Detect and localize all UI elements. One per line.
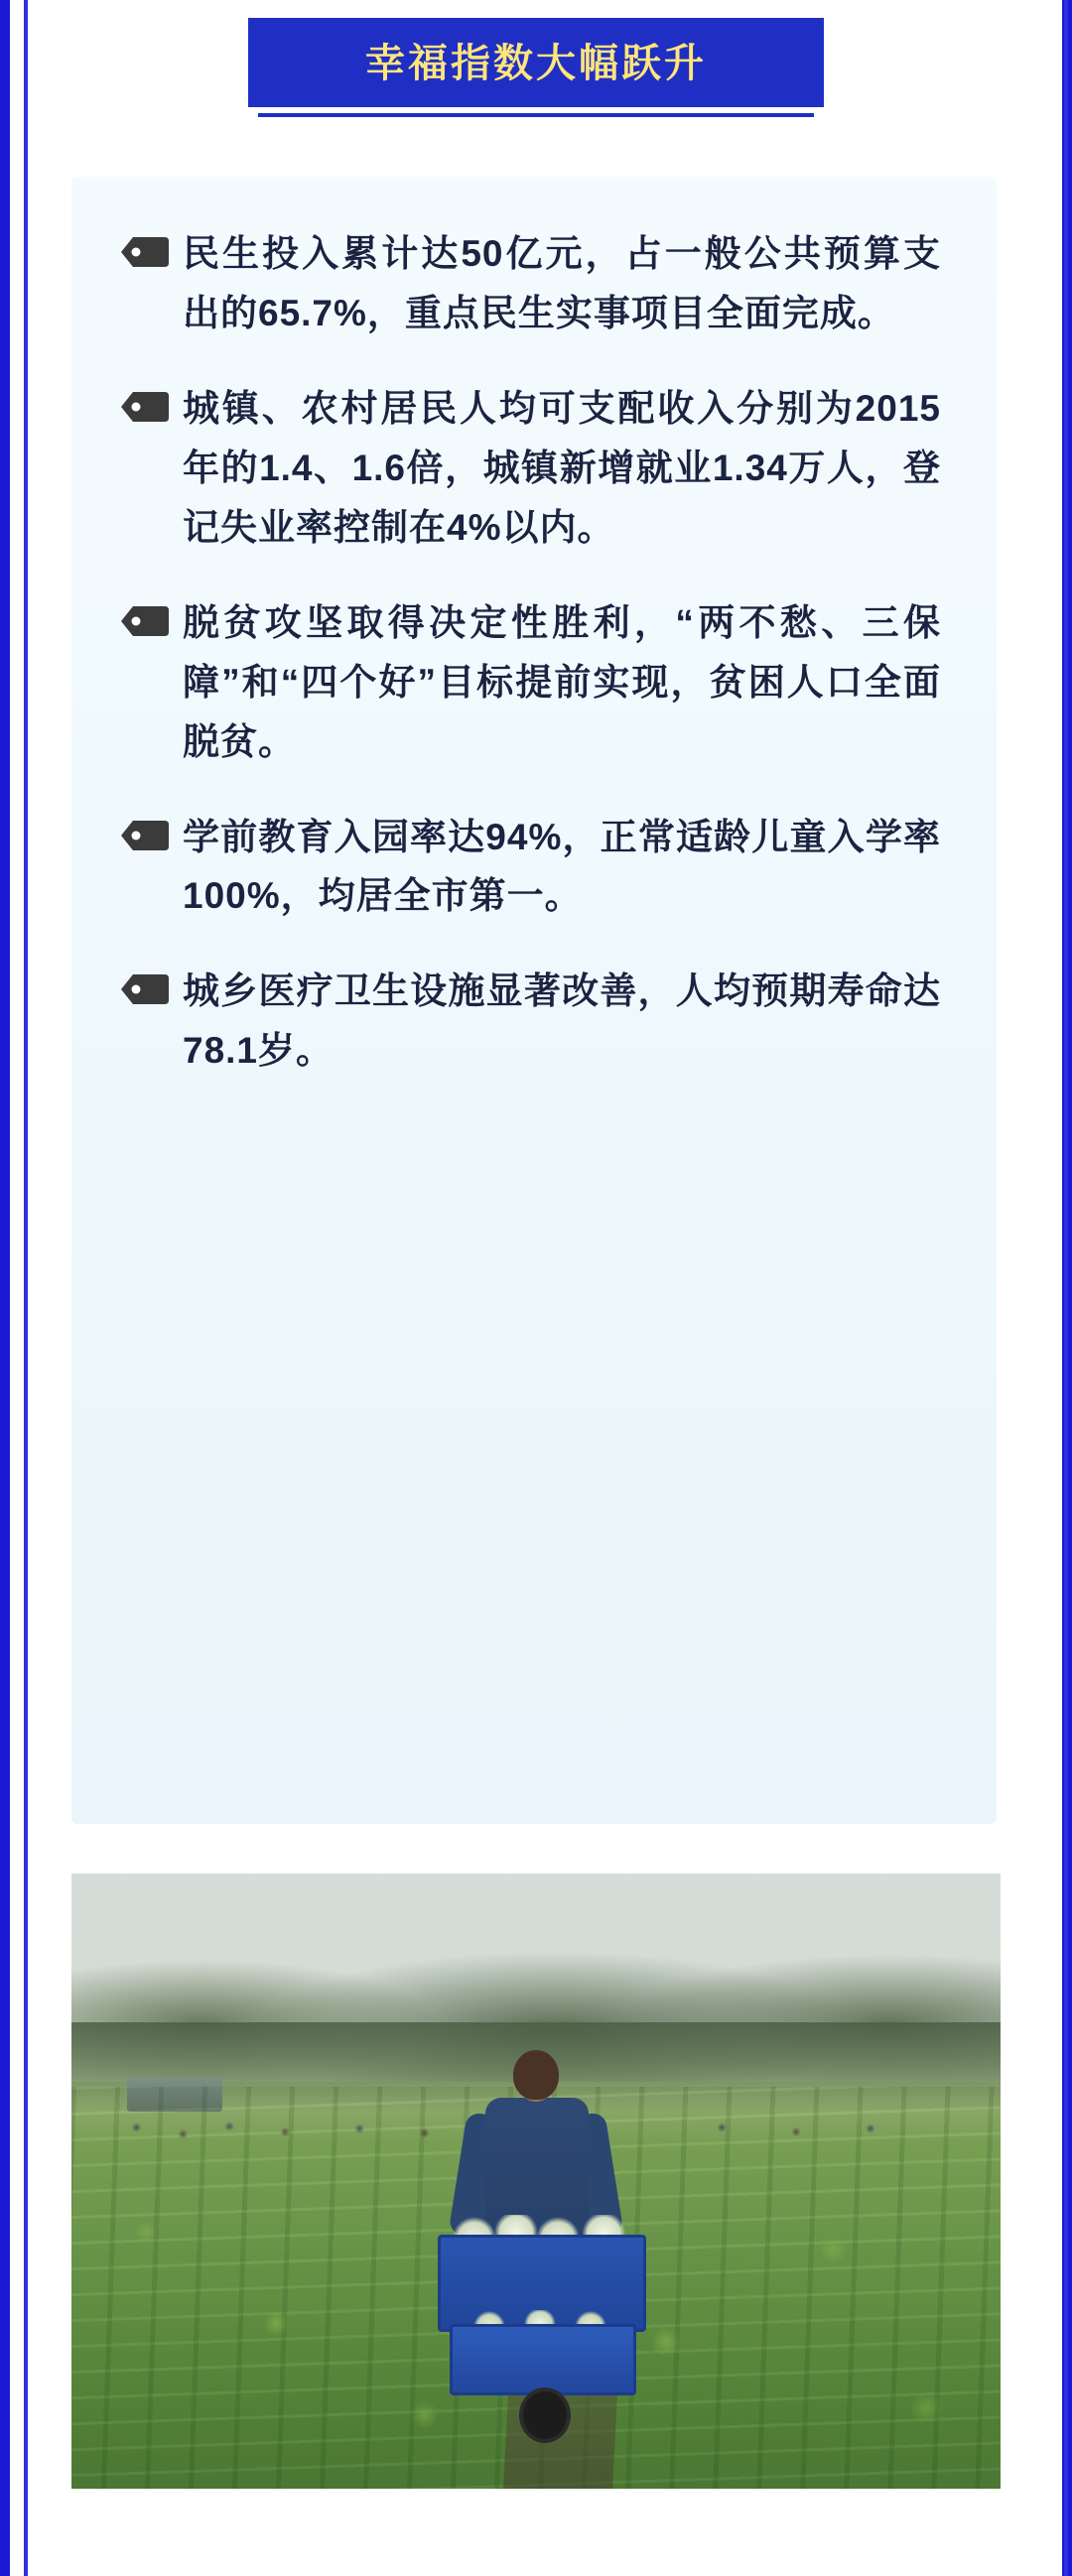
list-item [117, 593, 941, 772]
tag-icon [117, 224, 183, 272]
tag-icon [117, 962, 183, 1009]
list-item-text: 学前教育入园率达94%，正常适龄儿童入学率100%，均居全市第一。 [183, 816, 941, 917]
list-item-text: 民生投入累计达50亿元，占一般公共预算支出的65.7%，重点民生实事项目全面完成。 [183, 233, 941, 333]
title-underline [258, 113, 814, 117]
list-item [117, 224, 941, 343]
farmer-head [513, 2050, 559, 2100]
bullet-list [117, 224, 941, 1081]
cart-crate-bottom [450, 2324, 636, 2395]
page-title: 幸福指数大幅跃升 [248, 18, 824, 107]
list-item-text: 脱贫攻坚取得决定性胜利，“两不愁、三保障”和“四个好”目标提前实现，贫困人口全面脱贫。 [183, 601, 941, 762]
list-item-text: 城乡医疗卫生设施显著改善，人均预期寿命达78.1岁。 [183, 970, 941, 1072]
page-title-block [248, 18, 824, 117]
list-item-text: 城镇、农村居民人均可支配收入分别为2015年的1.4、1.6倍，城镇新增就业1.34万人，登记失业率控制在4%以内。 [183, 387, 941, 548]
list-item [117, 962, 941, 1081]
tag-icon [117, 808, 183, 855]
tag-icon [117, 593, 183, 641]
photo-background [71, 1873, 1001, 2489]
content-card [71, 177, 997, 1824]
list-item [117, 379, 941, 558]
photo [71, 1873, 1001, 2489]
list-item [117, 808, 941, 927]
farmer-figure [422, 2040, 650, 2457]
cart-wheel [519, 2387, 571, 2443]
tag-icon [117, 379, 183, 427]
